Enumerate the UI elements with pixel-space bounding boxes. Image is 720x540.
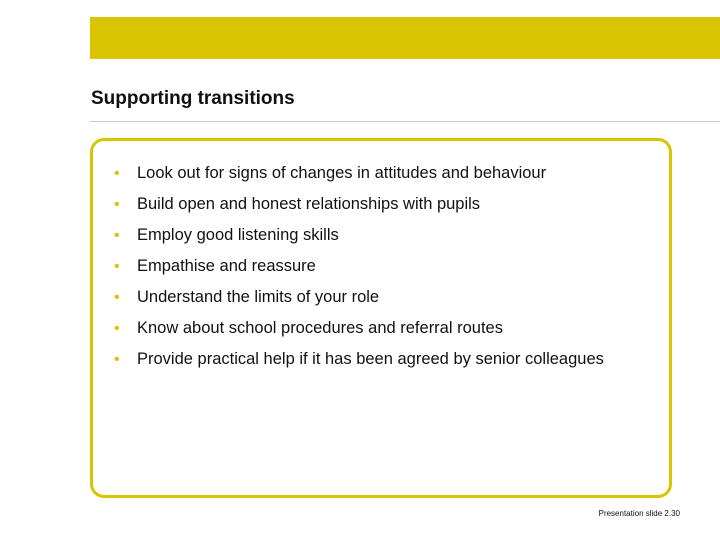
bullet-text: Provide practical help if it has been agreed by senior colleagues [137, 350, 604, 368]
bullet-text: Empathise and reassure [137, 257, 316, 275]
bullet-text: Build open and honest relationships with pupils [137, 195, 481, 213]
bullet-text: Look out for signs of changes in attitudes and behaviour [137, 164, 547, 182]
list-item [114, 349, 654, 370]
bullet-text: Employ good listening skills [137, 226, 339, 244]
slide-number: Presentation slide 2.30 [598, 509, 680, 518]
header-accent-bar [90, 17, 720, 59]
bullet-text: Understand the limits of your role [137, 288, 380, 306]
bullet-icon: • [114, 351, 120, 368]
bullet-icon: • [114, 289, 120, 306]
bullet-icon: • [114, 320, 120, 337]
list-item [114, 163, 654, 184]
slide-title: Supporting transitions [91, 88, 295, 109]
bullet-icon: • [114, 227, 120, 244]
title-divider [90, 121, 720, 122]
list-item [114, 256, 654, 277]
bullet-icon: • [114, 196, 120, 213]
list-item [114, 194, 654, 215]
list-item [114, 225, 654, 246]
bullet-icon: • [114, 165, 120, 182]
bullet-text: Know about school procedures and referral routes [137, 319, 503, 337]
bullet-list [114, 163, 654, 380]
bullet-icon: • [114, 258, 120, 275]
list-item [114, 287, 654, 308]
list-item [114, 318, 654, 339]
